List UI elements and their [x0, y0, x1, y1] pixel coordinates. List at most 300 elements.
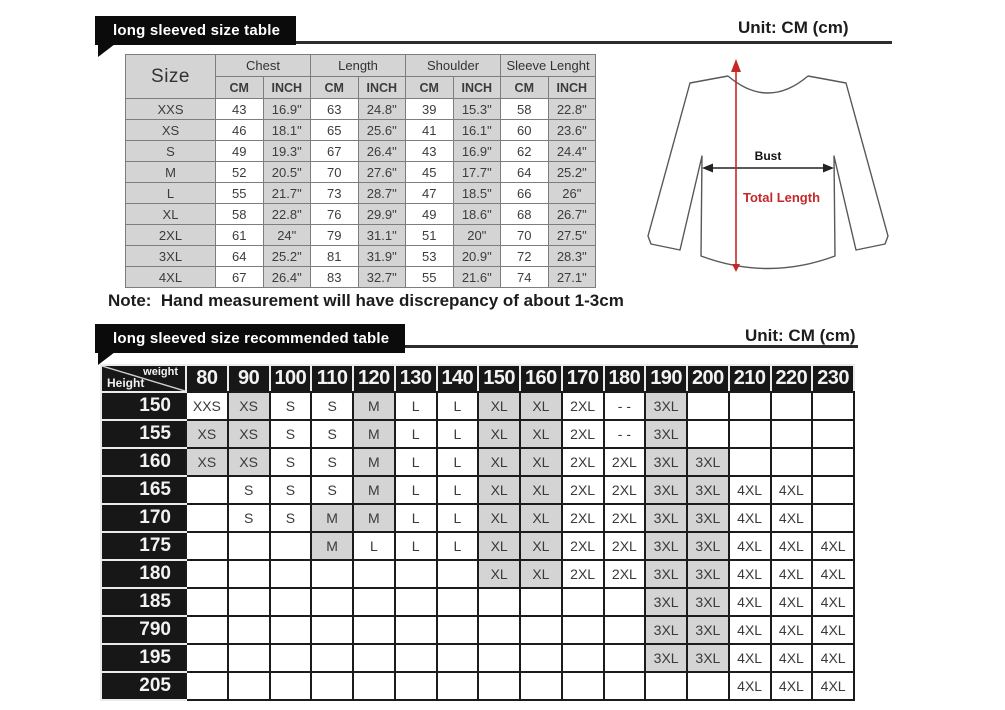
inch-value: 27.6" — [358, 162, 406, 183]
measurement-note: Note: Hand measurement will have discrepancy of about 1-3cm — [108, 291, 624, 310]
recommended-size-cell: 2XL — [562, 476, 604, 504]
cm-value: 76 — [311, 204, 359, 225]
recommended-size-cell: M — [311, 504, 353, 532]
cm-value: 65 — [311, 120, 359, 141]
weight-header: 160 — [520, 365, 562, 392]
empty-cell — [270, 588, 312, 616]
size-measurement-table — [125, 54, 596, 288]
size-label: M — [126, 162, 216, 183]
unit-subheader: INCH — [548, 77, 596, 99]
empty-cell — [395, 644, 437, 672]
recommended-size-cell: XS — [186, 420, 228, 448]
recommended-size-cell: 2XL — [604, 560, 646, 588]
empty-cell — [186, 644, 228, 672]
size-label: XS — [126, 120, 216, 141]
weight-header: 100 — [270, 365, 312, 392]
recommended-size-cell: 4XL — [812, 532, 854, 560]
recommended-size-cell: 3XL — [645, 448, 687, 476]
recommended-size-cell: 2XL — [562, 560, 604, 588]
empty-cell — [562, 588, 604, 616]
recommended-size-cell: 2XL — [604, 504, 646, 532]
recommended-size-cell: XL — [520, 476, 562, 504]
inch-value: 18.1" — [263, 120, 311, 141]
recommended-size-cell: 3XL — [687, 644, 729, 672]
cm-value: 51 — [406, 225, 454, 246]
empty-cell — [186, 672, 228, 700]
unit-subheader: CM — [406, 77, 454, 99]
size-column-header: Size — [126, 55, 216, 99]
height-header: 790 — [101, 616, 186, 644]
empty-cell — [729, 420, 771, 448]
recommended-size-cell: 3XL — [645, 420, 687, 448]
recommended-size-cell: 4XL — [729, 476, 771, 504]
recommended-size-cell: S — [270, 420, 312, 448]
recommended-size-cell: M — [353, 504, 395, 532]
recommended-size-cell: S — [270, 504, 312, 532]
unit-subheader: INCH — [453, 77, 501, 99]
cm-value: 83 — [311, 267, 359, 288]
cm-value: 67 — [311, 141, 359, 162]
height-header: 150 — [101, 392, 186, 420]
inch-value: 16.9" — [263, 99, 311, 120]
recommended-size-cell: S — [311, 420, 353, 448]
empty-cell — [478, 672, 520, 700]
recommended-size-cell: 3XL — [645, 476, 687, 504]
top-divider-line — [272, 41, 892, 44]
cm-value: 41 — [406, 120, 454, 141]
height-header: 155 — [101, 420, 186, 448]
size-row — [126, 204, 596, 225]
empty-cell — [562, 616, 604, 644]
recommended-size-cell: L — [395, 448, 437, 476]
recommended-size-cell: 3XL — [645, 532, 687, 560]
inch-value: 28.7" — [358, 183, 406, 204]
inch-value: 21.7" — [263, 183, 311, 204]
recommended-size-cell: M — [353, 476, 395, 504]
size-label: 2XL — [126, 225, 216, 246]
recommended-size-cell: 4XL — [771, 672, 813, 700]
empty-cell — [604, 588, 646, 616]
empty-cell — [478, 616, 520, 644]
recommended-size-cell: - - — [604, 392, 646, 420]
inch-value: 16.9" — [453, 141, 501, 162]
empty-cell — [353, 616, 395, 644]
empty-cell — [687, 392, 729, 420]
recommended-size-cell: M — [311, 532, 353, 560]
empty-cell — [186, 476, 228, 504]
empty-cell — [771, 420, 813, 448]
height-row — [101, 532, 854, 560]
recommended-size-cell: 2XL — [562, 504, 604, 532]
recommended-size-cell: 4XL — [771, 476, 813, 504]
height-header: 170 — [101, 504, 186, 532]
recommended-size-cell: 3XL — [687, 532, 729, 560]
inch-value: 24" — [263, 225, 311, 246]
recommended-size-cell: 2XL — [604, 476, 646, 504]
recommended-size-cell: XL — [520, 560, 562, 588]
measure-group-header: Chest — [216, 55, 311, 77]
unit-subheader: CM — [501, 77, 549, 99]
empty-cell — [228, 588, 270, 616]
recommended-size-cell: S — [311, 476, 353, 504]
cm-value: 63 — [311, 99, 359, 120]
size-row — [126, 99, 596, 120]
total-length-arrow — [731, 59, 741, 272]
empty-cell — [270, 616, 312, 644]
recommended-size-cell: XL — [478, 448, 520, 476]
empty-cell — [812, 448, 854, 476]
recommended-size-cell: XL — [478, 504, 520, 532]
empty-cell — [186, 588, 228, 616]
cm-value: 49 — [406, 204, 454, 225]
inch-value: 25.2" — [263, 246, 311, 267]
height-row — [101, 504, 854, 532]
height-row — [101, 588, 854, 616]
empty-cell — [562, 644, 604, 672]
empty-cell — [812, 476, 854, 504]
empty-cell — [645, 672, 687, 700]
height-weight-corner — [101, 365, 186, 392]
recommended-size-cell: 3XL — [645, 504, 687, 532]
cm-value: 47 — [406, 183, 454, 204]
empty-cell — [687, 420, 729, 448]
weight-axis-label: weight — [143, 366, 178, 378]
recommended-size-cell: 4XL — [729, 616, 771, 644]
empty-cell — [228, 672, 270, 700]
inch-value: 24.8" — [358, 99, 406, 120]
size-row — [126, 141, 596, 162]
recommended-size-cell: L — [395, 420, 437, 448]
cm-value: 55 — [216, 183, 264, 204]
inch-value: 17.7" — [453, 162, 501, 183]
inch-value: 18.6" — [453, 204, 501, 225]
recommended-size-cell: 3XL — [687, 588, 729, 616]
recommended-size-cell: XS — [186, 448, 228, 476]
height-row — [101, 392, 854, 420]
cm-value: 43 — [406, 141, 454, 162]
recommended-size-cell: S — [270, 476, 312, 504]
unit-subheader: CM — [216, 77, 264, 99]
recommended-size-cell: - - — [604, 420, 646, 448]
empty-cell — [186, 504, 228, 532]
inch-value: 25.2" — [548, 162, 596, 183]
inch-value: 27.5" — [548, 225, 596, 246]
cm-value: 79 — [311, 225, 359, 246]
weight-header: 80 — [186, 365, 228, 392]
unit-subheader: INCH — [358, 77, 406, 99]
recommended-size-cell: 4XL — [812, 616, 854, 644]
measure-group-header: Shoulder — [406, 55, 501, 77]
recommended-size-cell: S — [311, 392, 353, 420]
empty-cell — [687, 672, 729, 700]
shirt-diagram — [628, 50, 908, 302]
empty-cell — [729, 392, 771, 420]
cm-value: 72 — [501, 246, 549, 267]
inch-value: 19.3" — [263, 141, 311, 162]
inch-value: 31.9" — [358, 246, 406, 267]
total-length-label: Total Length — [743, 190, 821, 205]
recommended-size-cell: 3XL — [687, 616, 729, 644]
recommended-size-cell: 4XL — [812, 672, 854, 700]
recommended-size-cell: 3XL — [687, 504, 729, 532]
recommended-size-cell: L — [437, 392, 479, 420]
inch-value: 29.9" — [358, 204, 406, 225]
recommended-size-cell: XL — [520, 448, 562, 476]
weight-header: 200 — [687, 365, 729, 392]
recommended-size-cell: 2XL — [562, 532, 604, 560]
size-row — [126, 162, 596, 183]
height-row — [101, 420, 854, 448]
weight-header: 150 — [478, 365, 520, 392]
inch-value: 22.8" — [263, 204, 311, 225]
empty-cell — [437, 644, 479, 672]
inch-value: 20" — [453, 225, 501, 246]
group-header-row — [126, 55, 596, 77]
size-table-banner — [95, 16, 296, 45]
empty-cell — [604, 616, 646, 644]
size-row — [126, 225, 596, 246]
empty-cell — [562, 672, 604, 700]
inch-value: 18.5" — [453, 183, 501, 204]
empty-cell — [186, 532, 228, 560]
recommended-size-cell: L — [395, 504, 437, 532]
recommended-size-cell: 4XL — [771, 504, 813, 532]
inch-value: 20.9" — [453, 246, 501, 267]
empty-cell — [353, 644, 395, 672]
recommended-size-cell: 3XL — [645, 644, 687, 672]
size-recommendation-table — [100, 364, 855, 701]
cm-value: 67 — [216, 267, 264, 288]
empty-cell — [437, 616, 479, 644]
cm-value: 74 — [501, 267, 549, 288]
recommended-size-cell: 3XL — [645, 588, 687, 616]
size-row — [126, 120, 596, 141]
weight-header: 130 — [395, 365, 437, 392]
recommended-size-cell: L — [395, 392, 437, 420]
empty-cell — [270, 672, 312, 700]
bust-arrow — [702, 164, 834, 173]
cm-value: 55 — [406, 267, 454, 288]
recommended-size-cell: 2XL — [562, 448, 604, 476]
unit-subheader: CM — [311, 77, 359, 99]
recommended-size-cell: 3XL — [645, 392, 687, 420]
recommended-size-cell: 4XL — [812, 560, 854, 588]
shirt-outline — [648, 76, 888, 269]
recommended-size-cell: S — [311, 448, 353, 476]
inch-value: 24.4" — [548, 141, 596, 162]
empty-cell — [353, 672, 395, 700]
recommended-size-cell: XL — [520, 420, 562, 448]
cm-value: 49 — [216, 141, 264, 162]
recommended-size-cell: 3XL — [687, 448, 729, 476]
cm-value: 43 — [216, 99, 264, 120]
inch-value: 26" — [548, 183, 596, 204]
recommended-size-cell: XL — [520, 392, 562, 420]
weight-header: 120 — [353, 365, 395, 392]
unit-label-top: Unit: CM (cm) — [738, 18, 849, 37]
measure-group-header: Length — [311, 55, 406, 77]
height-row — [101, 644, 854, 672]
inch-value: 28.3" — [548, 246, 596, 267]
height-axis-label: Height — [107, 376, 145, 390]
cm-value: 61 — [216, 225, 264, 246]
weight-header: 230 — [812, 365, 854, 392]
empty-cell — [771, 448, 813, 476]
empty-cell — [437, 672, 479, 700]
empty-cell — [311, 616, 353, 644]
empty-cell — [228, 644, 270, 672]
recommended-table-banner-label: long sleeved size recommended table — [113, 330, 390, 347]
cm-value: 58 — [501, 99, 549, 120]
recommended-size-cell: XS — [228, 448, 270, 476]
empty-cell — [311, 560, 353, 588]
recommended-size-cell: L — [437, 420, 479, 448]
empty-cell — [270, 532, 312, 560]
recommended-size-cell: 3XL — [645, 560, 687, 588]
recommended-size-cell: 4XL — [729, 672, 771, 700]
recommended-size-cell: L — [437, 476, 479, 504]
weight-header: 180 — [604, 365, 646, 392]
empty-cell — [478, 644, 520, 672]
cm-value: 68 — [501, 204, 549, 225]
height-header: 205 — [101, 672, 186, 700]
collar-outline — [728, 76, 808, 93]
cm-value: 46 — [216, 120, 264, 141]
empty-cell — [186, 616, 228, 644]
recommended-size-cell: XL — [478, 476, 520, 504]
recommended-size-cell: L — [437, 532, 479, 560]
empty-cell — [395, 588, 437, 616]
recommended-size-cell: 4XL — [771, 532, 813, 560]
inch-value: 32.7" — [358, 267, 406, 288]
cm-value: 73 — [311, 183, 359, 204]
recommended-size-cell: S — [270, 448, 312, 476]
height-header: 185 — [101, 588, 186, 616]
recommended-size-cell: L — [395, 532, 437, 560]
inch-value: 21.6" — [453, 267, 501, 288]
recommended-size-cell: 4XL — [729, 644, 771, 672]
recommended-size-cell: 2XL — [562, 420, 604, 448]
recommended-size-cell: 4XL — [812, 588, 854, 616]
cm-value: 70 — [501, 225, 549, 246]
size-label: XXS — [126, 99, 216, 120]
height-header: 160 — [101, 448, 186, 476]
cm-value: 53 — [406, 246, 454, 267]
recommended-size-cell: 3XL — [687, 560, 729, 588]
cm-value: 60 — [501, 120, 549, 141]
recommended-size-cell: M — [353, 420, 395, 448]
empty-cell — [771, 392, 813, 420]
cm-value: 58 — [216, 204, 264, 225]
recommended-size-cell: XL — [478, 392, 520, 420]
recommended-size-cell: 2XL — [604, 532, 646, 560]
unit-label-bottom: Unit: CM (cm) — [745, 326, 856, 345]
recommended-size-cell: 4XL — [771, 588, 813, 616]
empty-cell — [604, 672, 646, 700]
height-row — [101, 616, 854, 644]
recommended-size-cell: L — [353, 532, 395, 560]
cm-value: 39 — [406, 99, 454, 120]
weight-header: 170 — [562, 365, 604, 392]
weight-header: 190 — [645, 365, 687, 392]
measure-group-header: Sleeve Lenght — [501, 55, 596, 77]
weight-header: 140 — [437, 365, 479, 392]
height-row — [101, 672, 854, 700]
size-label: 3XL — [126, 246, 216, 267]
recommended-size-cell: 4XL — [771, 616, 813, 644]
empty-cell — [520, 588, 562, 616]
height-row — [101, 448, 854, 476]
recommended-size-cell: XL — [478, 420, 520, 448]
empty-cell — [228, 616, 270, 644]
recommended-size-cell: M — [353, 392, 395, 420]
cm-value: 81 — [311, 246, 359, 267]
empty-cell — [437, 560, 479, 588]
empty-cell — [353, 560, 395, 588]
empty-cell — [812, 504, 854, 532]
size-row — [126, 183, 596, 204]
inch-value: 23.6" — [548, 120, 596, 141]
height-header: 195 — [101, 644, 186, 672]
height-row — [101, 560, 854, 588]
empty-cell — [395, 616, 437, 644]
empty-cell — [520, 616, 562, 644]
height-row — [101, 476, 854, 504]
weight-header: 110 — [311, 365, 353, 392]
recommended-table-banner — [95, 324, 405, 353]
empty-cell — [311, 672, 353, 700]
cm-value: 64 — [501, 162, 549, 183]
unit-subheader: INCH — [263, 77, 311, 99]
recommended-size-cell: L — [395, 476, 437, 504]
empty-cell — [228, 532, 270, 560]
recommended-size-cell: 3XL — [645, 616, 687, 644]
empty-cell — [520, 672, 562, 700]
cm-value: 66 — [501, 183, 549, 204]
size-label: 4XL — [126, 267, 216, 288]
recommended-size-cell: XXS — [186, 392, 228, 420]
recommended-size-cell: L — [437, 448, 479, 476]
recommended-size-cell: S — [228, 476, 270, 504]
recommended-size-cell: XL — [520, 504, 562, 532]
recommended-size-cell: 2XL — [562, 392, 604, 420]
recommended-size-cell: S — [270, 392, 312, 420]
empty-cell — [270, 644, 312, 672]
empty-cell — [520, 644, 562, 672]
bust-label: Bust — [754, 149, 782, 163]
recommended-size-cell: 4XL — [771, 644, 813, 672]
recommended-size-cell: XL — [478, 532, 520, 560]
inch-value: 20.5" — [263, 162, 311, 183]
recommended-size-cell: S — [228, 504, 270, 532]
inch-value: 22.8" — [548, 99, 596, 120]
empty-cell — [604, 644, 646, 672]
recommended-size-cell: XS — [228, 420, 270, 448]
weight-header: 220 — [771, 365, 813, 392]
empty-cell — [395, 672, 437, 700]
recommended-size-cell: 4XL — [812, 644, 854, 672]
empty-cell — [311, 588, 353, 616]
size-row — [126, 267, 596, 288]
inch-value: 26.7" — [548, 204, 596, 225]
empty-cell — [812, 392, 854, 420]
recommended-size-cell: 3XL — [687, 476, 729, 504]
recommended-size-cell: 2XL — [604, 448, 646, 476]
recommended-size-cell: XS — [228, 392, 270, 420]
cm-value: 62 — [501, 141, 549, 162]
inch-value: 31.1" — [358, 225, 406, 246]
cm-value: 45 — [406, 162, 454, 183]
